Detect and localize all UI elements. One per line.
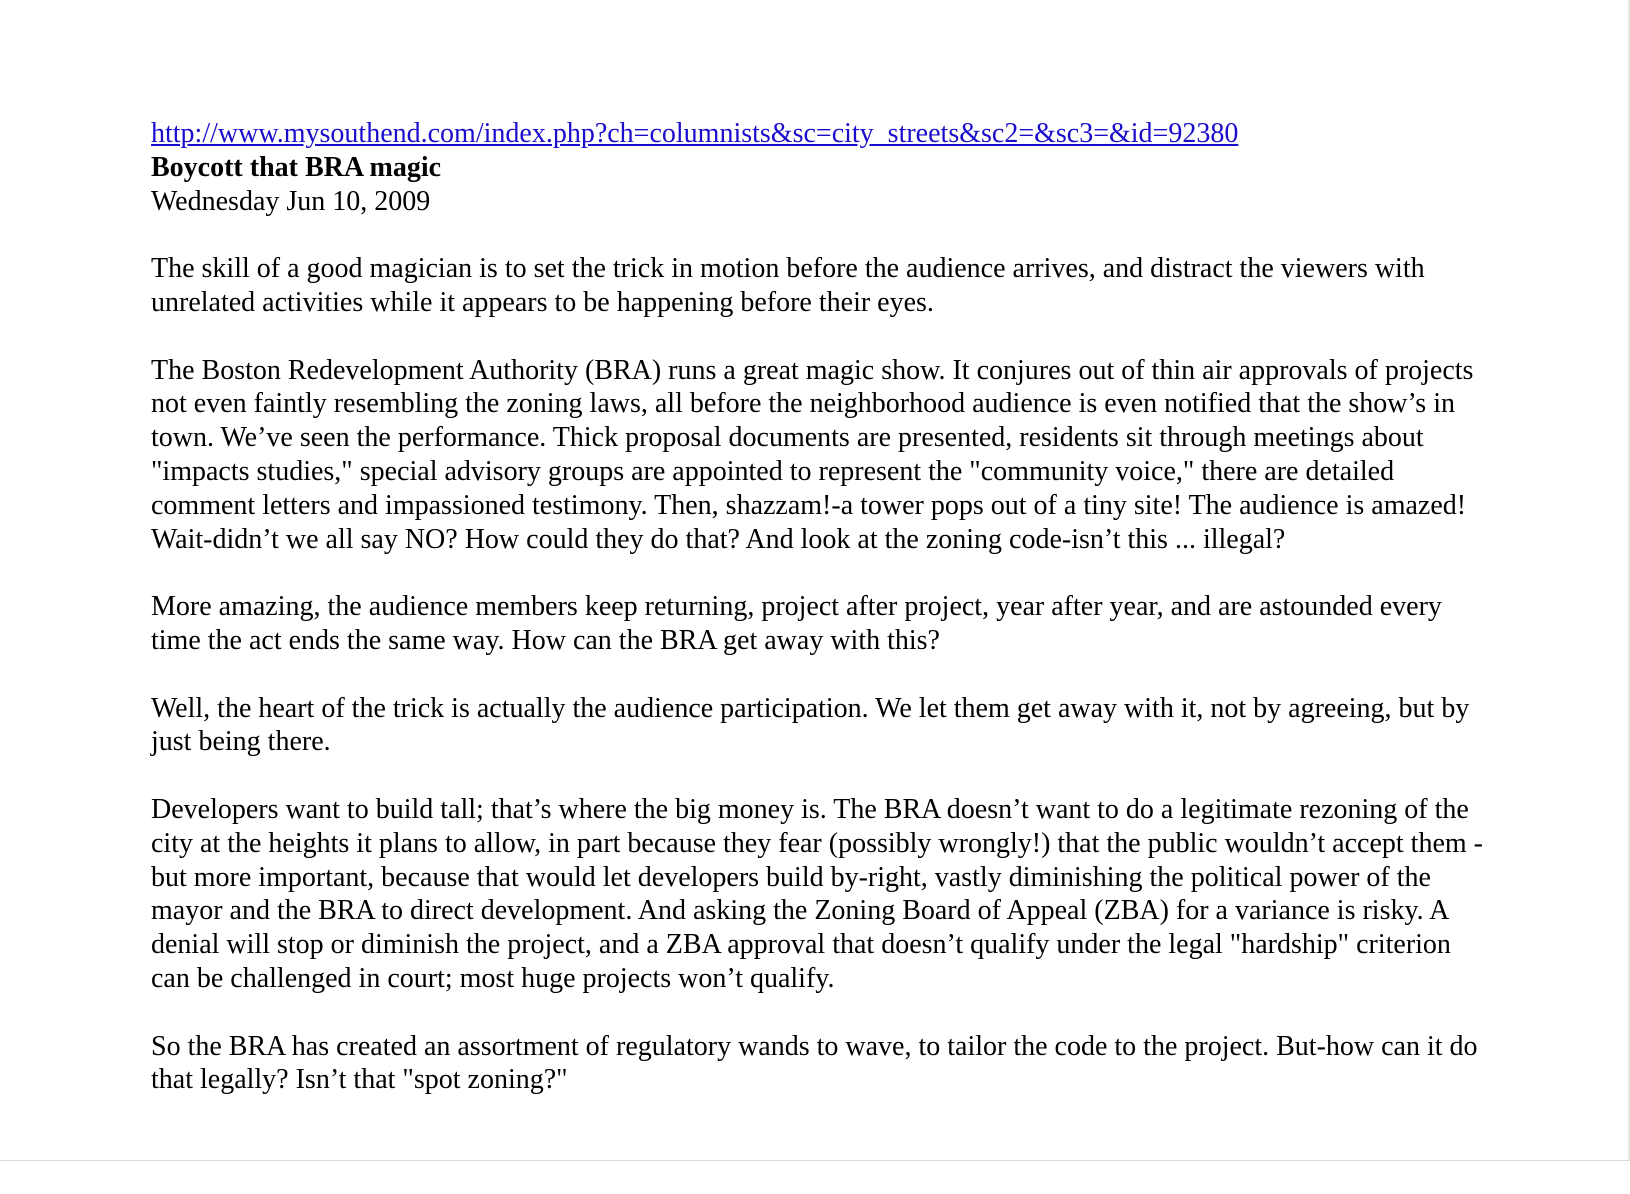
article-date: Wednesday Jun 10, 2009 [151, 185, 431, 217]
paragraph-5: Developers want to build tall; that’s where the big money is. The BRA doesn’t want to do a legitimate rezoning of the city at the heights it plans to allow, in part because they fear (possibly wrongly!) that the public wouldn’t accept them - but more important, because that would let developers build by-right, vastly diminishing the political power of the mayor and the BRA to direct development. And asking the Zoning Board of Appeal (ZBA) for a variance is risky. A denial will stop or diminish the project, and a ZBA approval that doesn’t qualify under the legal "hardship" criterion can be challenged in court; most huge projects won’t qualify. [151, 793, 1483, 994]
source-link[interactable]: http://www.mysouthend.com/index.php?ch=columnists&sc=city_streets&sc2=&sc3=&id=92380 [151, 118, 1239, 149]
paragraph-6: So the BRA has created an assortment of regulatory wands to wave, to tailor the code to the project. But-how can it do that legally? Isn’t that "spot zoning?" [151, 1030, 1478, 1096]
paragraph-2: The Boston Redevelopment Authority (BRA) runs a great magic show. It conjures out of thin air approvals of projects not even faintly resembling the zoning laws, all before the neighborhood audience is even notified that the show’s in town. We’ve seen the performance. Thick proposal documents are presented, residents sit through meetings about "impacts studies," special advisory groups are appointed to represent the "community voice," there are detailed comment letters and impassioned testimony. Then, shazzam!-a tower pops out of a tiny site! The audience is amazed! Wait-didn’t we all say NO? How could they do that? And look at the zoning code-isn’t this ... illegal? [151, 354, 1474, 555]
paragraph-3: More amazing, the audience members keep returning, project after project, year after year, and are astounded every time the act ends the same way. How can the BRA get away with this? [151, 591, 1442, 656]
paragraph-4: Well, the heart of the trick is actually the audience participation. We let them get away with it, not by agreeing, but by just being there. [151, 692, 1470, 758]
paragraph-1: The skill of a good magician is to set the trick in motion before the audience arrives, and distract the viewers with unrelated activities while it appears to be happening before their eyes. [151, 253, 1425, 318]
article-body [151, 117, 1491, 1097]
article-title: Boycott that BRA magic [151, 151, 442, 183]
